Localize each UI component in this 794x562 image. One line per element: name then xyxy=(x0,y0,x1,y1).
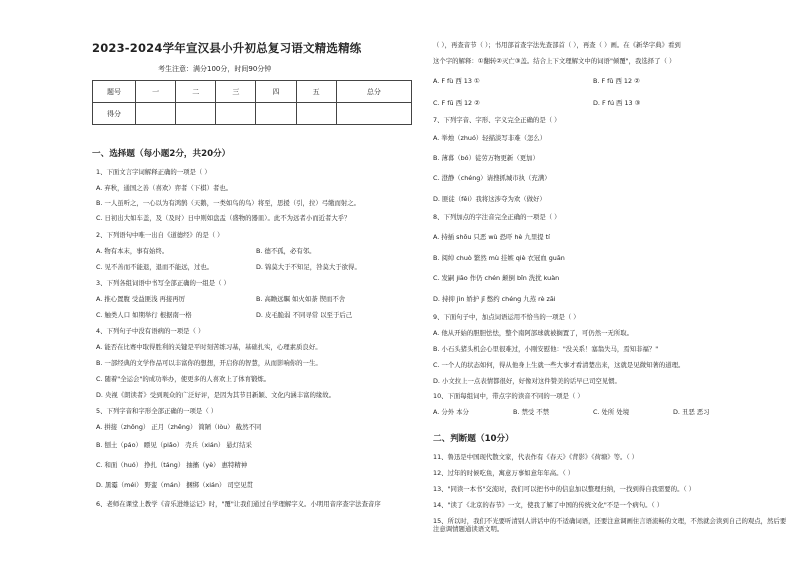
score-input-cell[interactable] xyxy=(256,103,296,125)
score-cell: 五 xyxy=(296,81,336,103)
option-line: C. 处所 处境 xyxy=(593,408,630,416)
judge-line: 15、所以时，我们不光要听清别人讲话中的不适确词语，还要注意调画住言语流畅的文理，不然就会读到自己的观点，然后要注意调情题通读语文明。 xyxy=(433,517,787,533)
score-cell: 总分 xyxy=(336,81,411,103)
option-line: A. 能否在比赛中取得胜利的关键是平时刻苦练习基，基础扎实，心理素质良好。 xyxy=(96,343,322,351)
score-input-cell[interactable] xyxy=(296,103,336,125)
option-line: C. 日初出大如车盖，及（及时）日中则如盘盂（盛物的器皿）。此不为远者小而近者大乎？ xyxy=(96,214,351,222)
question-line: 1、下面文言字词解释正确的一项是（ ） xyxy=(96,168,211,176)
option-line: D. 丑恶 恶习 xyxy=(673,408,710,416)
judge-line: 14、"读了《北京的春节》一文，使我了解了中国的传统文化"不是一个病句。（ ） xyxy=(433,501,664,509)
option-line: B. 小石头猪头机会心里很难过，小刚安慰他："没关系！塞翁失马，焉知非福？" xyxy=(433,345,659,353)
option-line: A. 举烛（zhuó）轻描淡写非难（怎么） xyxy=(433,134,547,142)
judge-line: 13、"同读一本书"交流时，我们可以把书中的信息加以整理归纳，一找到得自我需要的。（ ） xyxy=(433,485,696,493)
option-line: A. 分外 本分 xyxy=(433,408,469,416)
section-heading-choice: 一、选择题（每小题2分，共20分） xyxy=(92,149,231,159)
option-line: D. 锦莫大于不知足，咎莫大于欲得。 xyxy=(256,263,361,271)
judge-line: 11、鲁迅是中国现代散文家，代表作有《春天》《背影》《荷塘》等。（ ） xyxy=(433,453,639,461)
option-line: A. 他从开始的胆胆怯怯，整个南阿部球就被搁置了，可仍然一无所取。 xyxy=(433,329,634,337)
question-line: 5、下列字音和字形全部正确的一项是（ ） xyxy=(96,407,218,415)
judge-line: 12、过年的时候吃鱼，寓意万事如意年年高。（ ） xyxy=(433,469,575,477)
question-line: 7、下列字音、字形、字义完全正确的是（ ） xyxy=(433,116,561,124)
score-input-cell[interactable] xyxy=(176,103,216,125)
option-line: B. 阅绰 chuò 繁然 mù 挂嫉 qiè 衣冠血 guān xyxy=(433,254,565,262)
option-line: B. F fǔ 西 12 ② xyxy=(593,77,640,85)
score-table xyxy=(92,80,412,125)
question-line: 9、下面句子中，加点词语运用不恰当的一项是（ ） xyxy=(433,313,580,321)
page-title: 2023-2024学年宣汉县小升初总复习语文精选精练 xyxy=(92,41,362,55)
score-table-header-row xyxy=(93,81,412,103)
option-line: B. 禁受 不禁 xyxy=(513,408,550,416)
score-input-cell[interactable] xyxy=(336,103,411,125)
score-cell: 三 xyxy=(216,81,256,103)
option-line: D. 央视《朗读者》受到观众的广泛好评，是因为其节目新颖、文化内涵丰富的缘故。 xyxy=(96,391,336,399)
option-line: D. 黑霉（méi） 野蛮（mán） 捆绑（xián） 司空见贯 xyxy=(96,481,253,489)
section-heading-judge: 二、判断题（10分） xyxy=(433,434,514,444)
option-line: A. 推心置腹 受益匪浅 再接再厉 xyxy=(96,295,186,303)
question-line: 8、下列加点的字注音完全正确的一项是（ ） xyxy=(433,213,561,221)
option-line: D. 皮毛脆弱 不同寻常 以至于后己 xyxy=(256,311,353,319)
score-table-score-row xyxy=(93,103,412,125)
question-line: 这个字的解释：①翻转②灭亡③盖。结合上下文理解文中的词语"倾覆"，我选择了（ ） xyxy=(433,57,676,65)
option-line: A. 弃秋，通国之善（喜欢）弈者（下棋）者也。 xyxy=(96,184,233,192)
option-line: C. 发嗣 jiāo 作仍 chén 颠倒 bǐn 洗扰 kuàn xyxy=(433,274,560,282)
option-line: B. 一人虽听之，一心以为有鸿鹄（天鹅，一类如鸟的鸟）将至，思援（引，拉）弓缴而射之。 xyxy=(96,199,361,207)
option-line: B. 薄暮（bó）徒劳万物更新（更加） xyxy=(433,154,539,162)
option-line: A. 拼接（zhǒng） 正月（zhēng） 简陋（lòu） 截然不同 xyxy=(96,423,262,431)
question-line: 3、下列各组词语中书写全部正确的一组是（ ） xyxy=(96,279,230,287)
question-line: （ ），再查音节（ ）；书用部首查字法先查部首（ ），再查（ ）画。在《新华字典》看到 xyxy=(433,41,681,49)
option-line: C. 和面（huó） 挣扎（táng） 抽搐（yè） 惠特精神 xyxy=(96,461,248,469)
option-line: B. 德不孤，必有邻。 xyxy=(256,247,316,255)
option-line: A. F fù 西 13 ① xyxy=(433,77,480,85)
score-input-cell[interactable] xyxy=(216,103,256,125)
option-line: D. 小文拉上一点表情都很好，好像对这件赞美的话早已司空见惯。 xyxy=(433,377,621,385)
question-line: 4、下列句子中没有语病的一项是（ ） xyxy=(96,327,205,335)
option-line: C. F fū 西 12 ② xyxy=(433,99,480,107)
exam-notice: 考生注意：满分100分，时间90分钟 xyxy=(158,65,272,73)
option-line: D. 持抑 jìn 娇护 jī 憋约 chéng 九蒸 rè zāi xyxy=(433,295,556,303)
score-cell: 四 xyxy=(256,81,296,103)
score-cell: 一 xyxy=(136,81,176,103)
question-line: 2、下列语句中唯一出自《道德经》的是（ ） xyxy=(96,231,224,239)
option-line: C. 澄静（chéng）请搜抓城市执（充满） xyxy=(433,174,551,182)
option-line: D. F fú 西 13 ③ xyxy=(593,99,641,107)
option-line: B. 高瞻远瞩 如火如荼 锲而不舍 xyxy=(256,295,346,303)
score-input-cell[interactable] xyxy=(136,103,176,125)
option-line: C. 触类人口 如期举行 根据南一格 xyxy=(96,311,192,319)
option-line: D. 匪徒（fěi）我将这涉夺为欢（做好） xyxy=(433,195,546,203)
option-line: A. 持插 shōu 只恶 wù 恐吓 hè 九里提 tí xyxy=(433,233,550,241)
score-cell: 题号 xyxy=(93,81,136,103)
question-line: 6、老师在课堂上教学《音乐进维运记》时，"覆"让我们通过自学理解字义。小明用音序查字法查音序 xyxy=(96,500,381,508)
score-cell: 得分 xyxy=(93,103,136,125)
option-line: C. 随着"全运会"的成功举办，使更多的人喜欢上了体育锻炼。 xyxy=(96,375,271,383)
question-line: 10、下面每组词中，带点字的读音不同的一项是（ ） xyxy=(433,392,584,400)
option-line: C. 见不善而不能退，退而不能远，过也。 xyxy=(96,263,214,271)
option-line: B. 一部经典的文学作品可以丰富你的想想，开启你的智慧，从而影响你的一生。 xyxy=(96,359,322,367)
option-line: B. 刨土（páo） 瞟见（piǎo） 壳兵（xián） 悬灯结采 xyxy=(96,441,252,449)
score-cell: 二 xyxy=(176,81,216,103)
option-line: C. 一个人的状态如何，得从他身上生就一些大事才看清楚出来，这就是见微知著的道理。 xyxy=(433,361,685,369)
option-line: A. 物有本末，事有始终。 xyxy=(96,247,169,255)
